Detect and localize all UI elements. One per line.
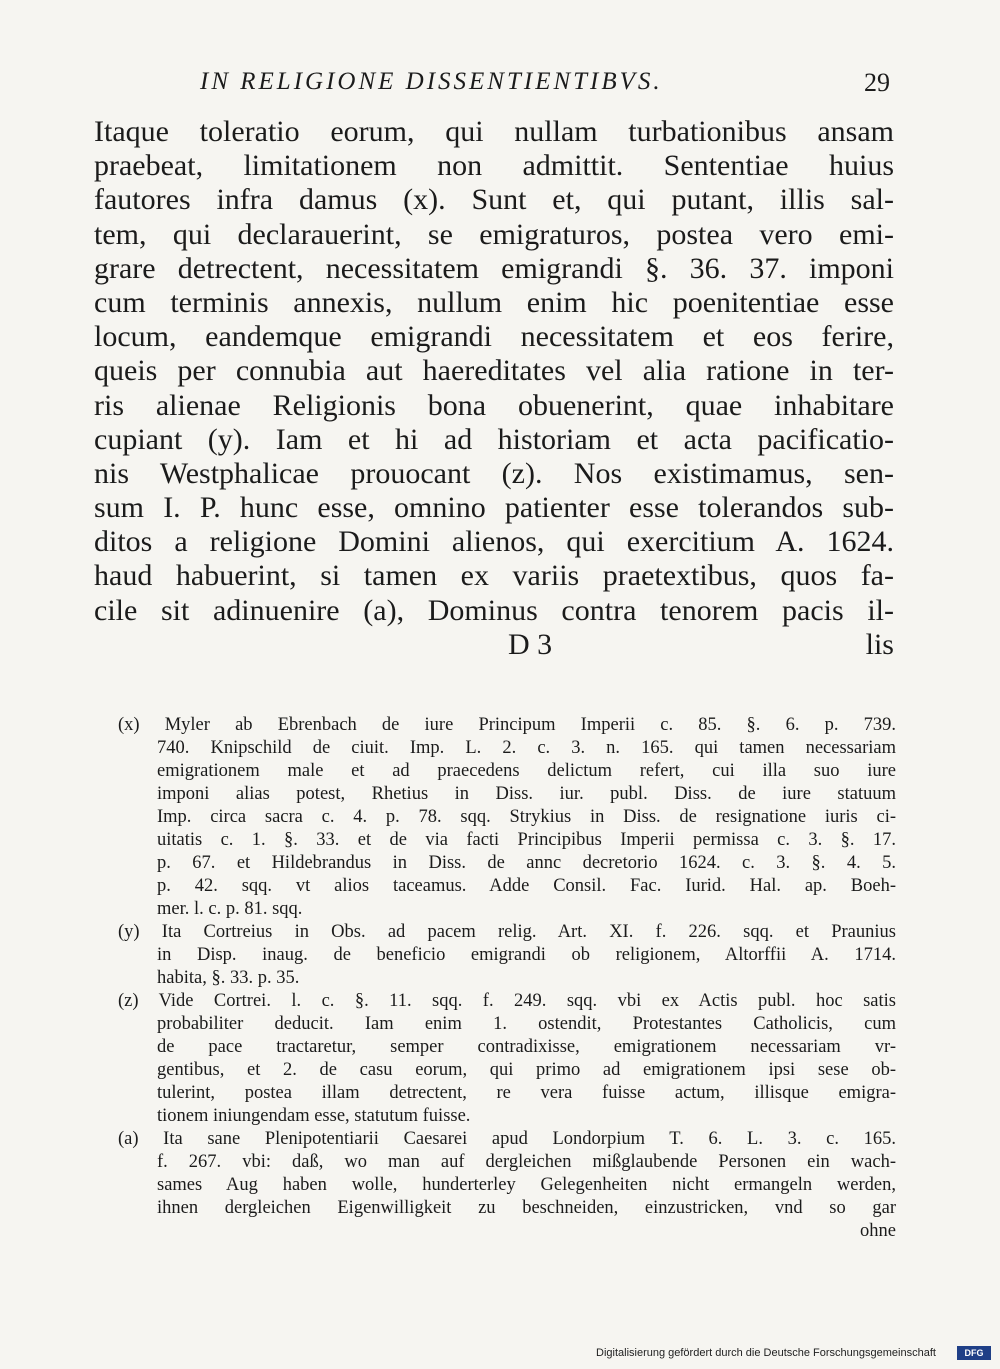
footnote-line: f. 267. vbi: daß, wo man auf dergleichen mißglaubende Personen ein wach- — [157, 1152, 896, 1172]
footnote-y — [118, 921, 896, 990]
signature-mark: D 3 — [508, 627, 553, 661]
running-head: IN RELIGIONE DISSENTIENTIBVS. — [200, 68, 663, 95]
page-number: 29 — [864, 68, 890, 97]
footnote-a — [118, 1128, 896, 1243]
footnotes — [118, 714, 896, 1243]
body-line: fautores infra damus (x). Sunt et, qui putant, illis sal- — [94, 183, 894, 217]
body-line: ditos a religione Domini alienos, qui exercitium A. 1624. — [94, 525, 894, 559]
body-line: haud habuerint, si tamen ex variis praetextibus, quos fa- — [94, 559, 894, 593]
footnote-line: emigrationem male et ad praecedens delictum refert, cui illa suo iure — [157, 761, 896, 781]
footnote-line: tulerint, postea illam detrectent, re vera fuisse actum, illisque emigra- — [157, 1083, 896, 1103]
footnote-x — [118, 714, 896, 921]
body-line: grare detrectent, necessitatem emigrandi §. 36. 37. imponi — [94, 251, 894, 285]
footnote-line: uitatis c. 1. §. 33. et de via facti Principibus Imperii permissa c. 3. §. 17. — [157, 830, 896, 850]
footnote-z — [118, 990, 896, 1128]
body-line: ris alienae Religionis bona obuenerint, quae inhabitare — [94, 388, 894, 422]
footnote-line: p. 67. et Hildebrandus in Diss. de annc decretorio 1624. c. 3. §. 4. 5. — [157, 853, 896, 873]
footnote-line: ihnen dergleichen Eigenwilligkeit zu beschneiden, einzustricken, vnd so gar — [157, 1198, 896, 1218]
body-line: tem, qui declarauerint, se emigraturos, postea vero emi- — [94, 217, 894, 251]
footnote-line: tionem iniungendam esse, statutum fuisse. — [157, 1106, 471, 1126]
body-line: cile sit adinuenire (a), Dominus contra tenorem pacis il- — [94, 593, 894, 627]
body-line: cum terminis annexis, nullum enim hic poenitentiae esse — [94, 285, 894, 319]
footnote-line: gentibus, et 2. de casu eorum, qui primo ad emigrationem ipsi sese ob- — [157, 1060, 896, 1080]
footnote-line: (y) Ita Cortreius in Obs. ad pacem relig. Art. XI. f. 226. sqq. et Praunius — [118, 922, 896, 942]
body-line: nis Westphalicae prouocant (z). Nos existimamus, sen- — [94, 456, 894, 490]
body-line: Itaque toleratio eorum, qui nullam turbationibus ansam — [94, 115, 894, 148]
body-line: praebeat, limitationem non admittit. Sententiae huius — [94, 149, 894, 183]
footnote-line: mer. l. c. p. 81. sqq. — [157, 899, 303, 919]
footnote-line: sames Aug haben wolle, hunderterley Gelegenheiten nicht ermangeln werden, — [157, 1175, 896, 1195]
catchword: lis — [865, 627, 894, 661]
footnote-line: habita, §. 33. p. 35. — [157, 968, 300, 988]
body-line: locum, eandemque emigrandi necessitatem et eos ferire, — [94, 320, 894, 354]
footnote-line: probabiliter deducit. Iam enim 1. ostendit, Protestantes Catholicis, cum — [157, 1014, 896, 1034]
signature-line — [94, 628, 894, 662]
footer-text: Digitalisierung gefördert durch die Deutsche Forschungsgemeinschaft — [596, 1347, 936, 1359]
footnote-line: p. 42. sqq. vt alios taceamus. Adde Consil. Fac. Iurid. Hal. ap. Boeh- — [157, 876, 896, 896]
footnote-line: (z) Vide Cortrei. l. c. §. 11. sqq. f. 249. sqq. vbi ex Actis publ. hoc satis — [118, 991, 896, 1011]
body-line: sum I. P. hunc esse, omnino patienter esse tolerandos sub- — [94, 491, 894, 525]
body-text — [94, 115, 894, 662]
dfg-logo: DFG — [957, 1346, 991, 1360]
footnote-line: Imp. circa sacra c. 4. p. 78. sqq. Strykius in Diss. de resignatione iuris ci- — [157, 807, 896, 827]
footnote-line: in Disp. inaug. de beneficio emigrandi ob religionem, Altorffii A. 1714. — [157, 945, 896, 965]
footnote-line: (x) Myler ab Ebrenbach de iure Principum Imperii c. 85. §. 6. p. 739. — [118, 715, 896, 735]
footnote-line: de pace tractaretur, semper contradixisse, emigrationem necessariam vr- — [157, 1037, 896, 1057]
digitization-footer — [596, 1345, 991, 1363]
footnote-line: 740. Knipschild de ciuit. Imp. L. 2. c. 3. n. 165. qui tamen necessariam — [157, 738, 896, 758]
body-line: queis per connubia aut haereditates vel alia ratione in ter- — [94, 354, 894, 388]
body-line: cupiant (y). Iam et hi ad historiam et acta pacificatio- — [94, 422, 894, 456]
footnote-catchword: ohne — [860, 1221, 896, 1241]
footnote-line: imponi alias potest, Rhetius in Diss. iur. publ. Diss. de iure statuum — [157, 784, 896, 804]
footnote-line: (a) Ita sane Plenipotentiarii Caesarei apud Londorpium T. 6. L. 3. c. 165. — [118, 1129, 896, 1149]
